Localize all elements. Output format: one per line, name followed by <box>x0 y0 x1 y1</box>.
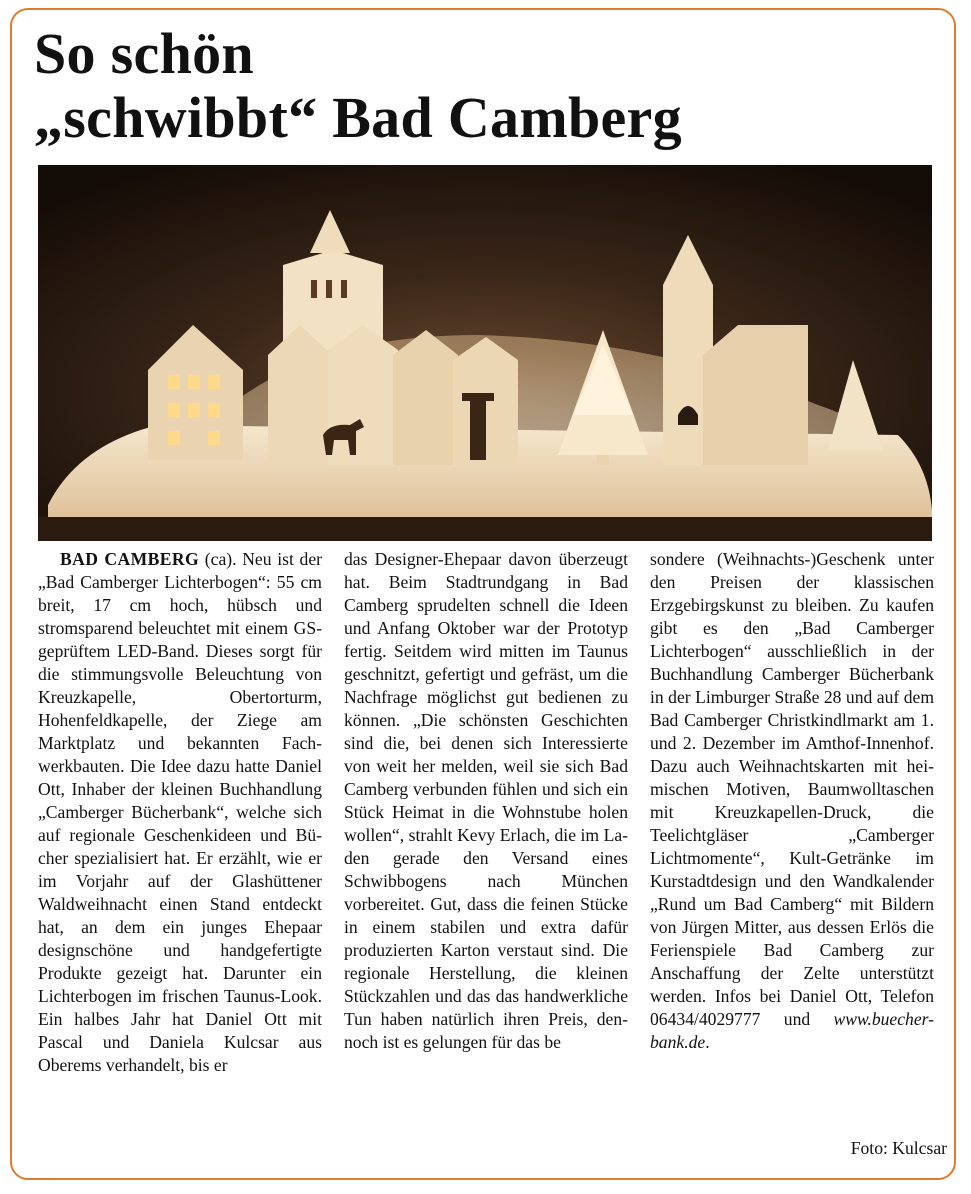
headline-line-2: „schwibbt“ Bad Camberg <box>34 85 682 150</box>
lichterbogen-illustration <box>38 165 932 541</box>
article-column-3 <box>650 548 934 1054</box>
headline <box>34 22 682 150</box>
photo-credit: Foto: Kulcsar <box>850 1138 947 1158</box>
shelf <box>38 517 932 541</box>
column-3-text: sondere (Weihnachts-)Geschenk unter den Preisen der klassischen Erzgebirgskunst zu bleiben. Zu kaufen gibt es den „Bad Camberger Lichterbogen“ ausschließlich in der Buchhandlung Camberger Bücherbank in der Limburger Straße 28 und auf dem Bad Camberger Christkindlmarkt am 1. und 2. Dezember im Amthof-Innenhof. Dazu auch Weihnachtskarten mit heimischen Motiven, Baumwolltaschen mit Kreuzkapellen-Druck, die Teelichtgläser „Camberger Lichtmomente“, Kult-Getränke im Kurstadtdesign und den Wandkalender „Rund um Bad Camberg“ mit Bildern von Jürgen Mitter, aus dessen Erlös die Ferienspiele Bad Camberg zur Anschaffung der Zelte unterstützt werden. Infos bei Daniel Ott, Telefon 06434/4029777 und <box>650 549 934 1029</box>
column-1-text: (ca). Neu ist der „Bad Camberger Lichterbogen“: 55 cm breit, 17 cm hoch, hübsch und stromsparend beleuchtet mit einem GS-geprüftem LED-Band. Dieses sorgt für die stimmungsvolle Beleuchtung von Kreuzkapelle, Obertorturm, Hohenfeldkapelle, der Ziege am Marktplatz und bekannten Fachwerkbauten. Die Idee dazu hatte Daniel Ott, Inhaber der kleinen Buchhandlung „Camberger Bücherbank“, welche sich auf regionale Geschenkideen und Bücher spezialisiert hat. Er erzählt, wie er im Vorjahr auf der Glashüttener Waldweihnacht einen Stand entdeckt hat, an dem ein junges Ehepaar designschöne und handgefertigte Produkte gezeigt hat. Darunter ein Lichterbogen im frischen Taunus-Look. Ein halbes Jahr hat Daniel Ott mit Pascal und Daniela Kulcsar aus Oberems verhandelt, bis er <box>38 549 323 1075</box>
url-period: . <box>705 1032 710 1052</box>
dateline: BAD CAMBERG <box>60 549 200 569</box>
article-column-2 <box>344 548 628 1054</box>
column-2-text: das Designer-Ehepaar davon überzeugt hat. Beim Stadtrundgang in Bad Camberg sprudelten schnell die Ideen und Anfang Oktober war der Prototyp fertig. Seitdem wird mitten im Taunus geschnitzt, gefertigt und gefräst, um die Nachfrage möglichst gut bedienen zu können. „Die schönsten Geschichten sind die, bei denen sich Interessierte von weit her melden, weil sie sich Bad Camberg verbunden fühlen und sich ein Stück Heimat in die Wohnstube holen wollen“, strahlt Kevy Erlach, die im Laden gerade den Versand eines Schwibbogens nach München vorbereitet. Gut, dass die feinen Stücke in einem stabilen und extra dafür produzierten Karton verstaut sind. Die regionale Herstellung, die kleinen Stückzahlen und das das handwerkliche Tun haben natürlich ihren Preis, dennoch ist es gelungen für das be <box>344 549 628 1052</box>
article-photo <box>38 165 932 541</box>
website-link[interactable]: www.buecher-bank.de <box>650 1009 934 1052</box>
tower-windows <box>311 280 347 298</box>
article-body <box>38 548 934 1138</box>
headline-line-1: So schön <box>34 21 254 86</box>
well <box>470 400 486 460</box>
article-column-1 <box>38 548 322 1077</box>
